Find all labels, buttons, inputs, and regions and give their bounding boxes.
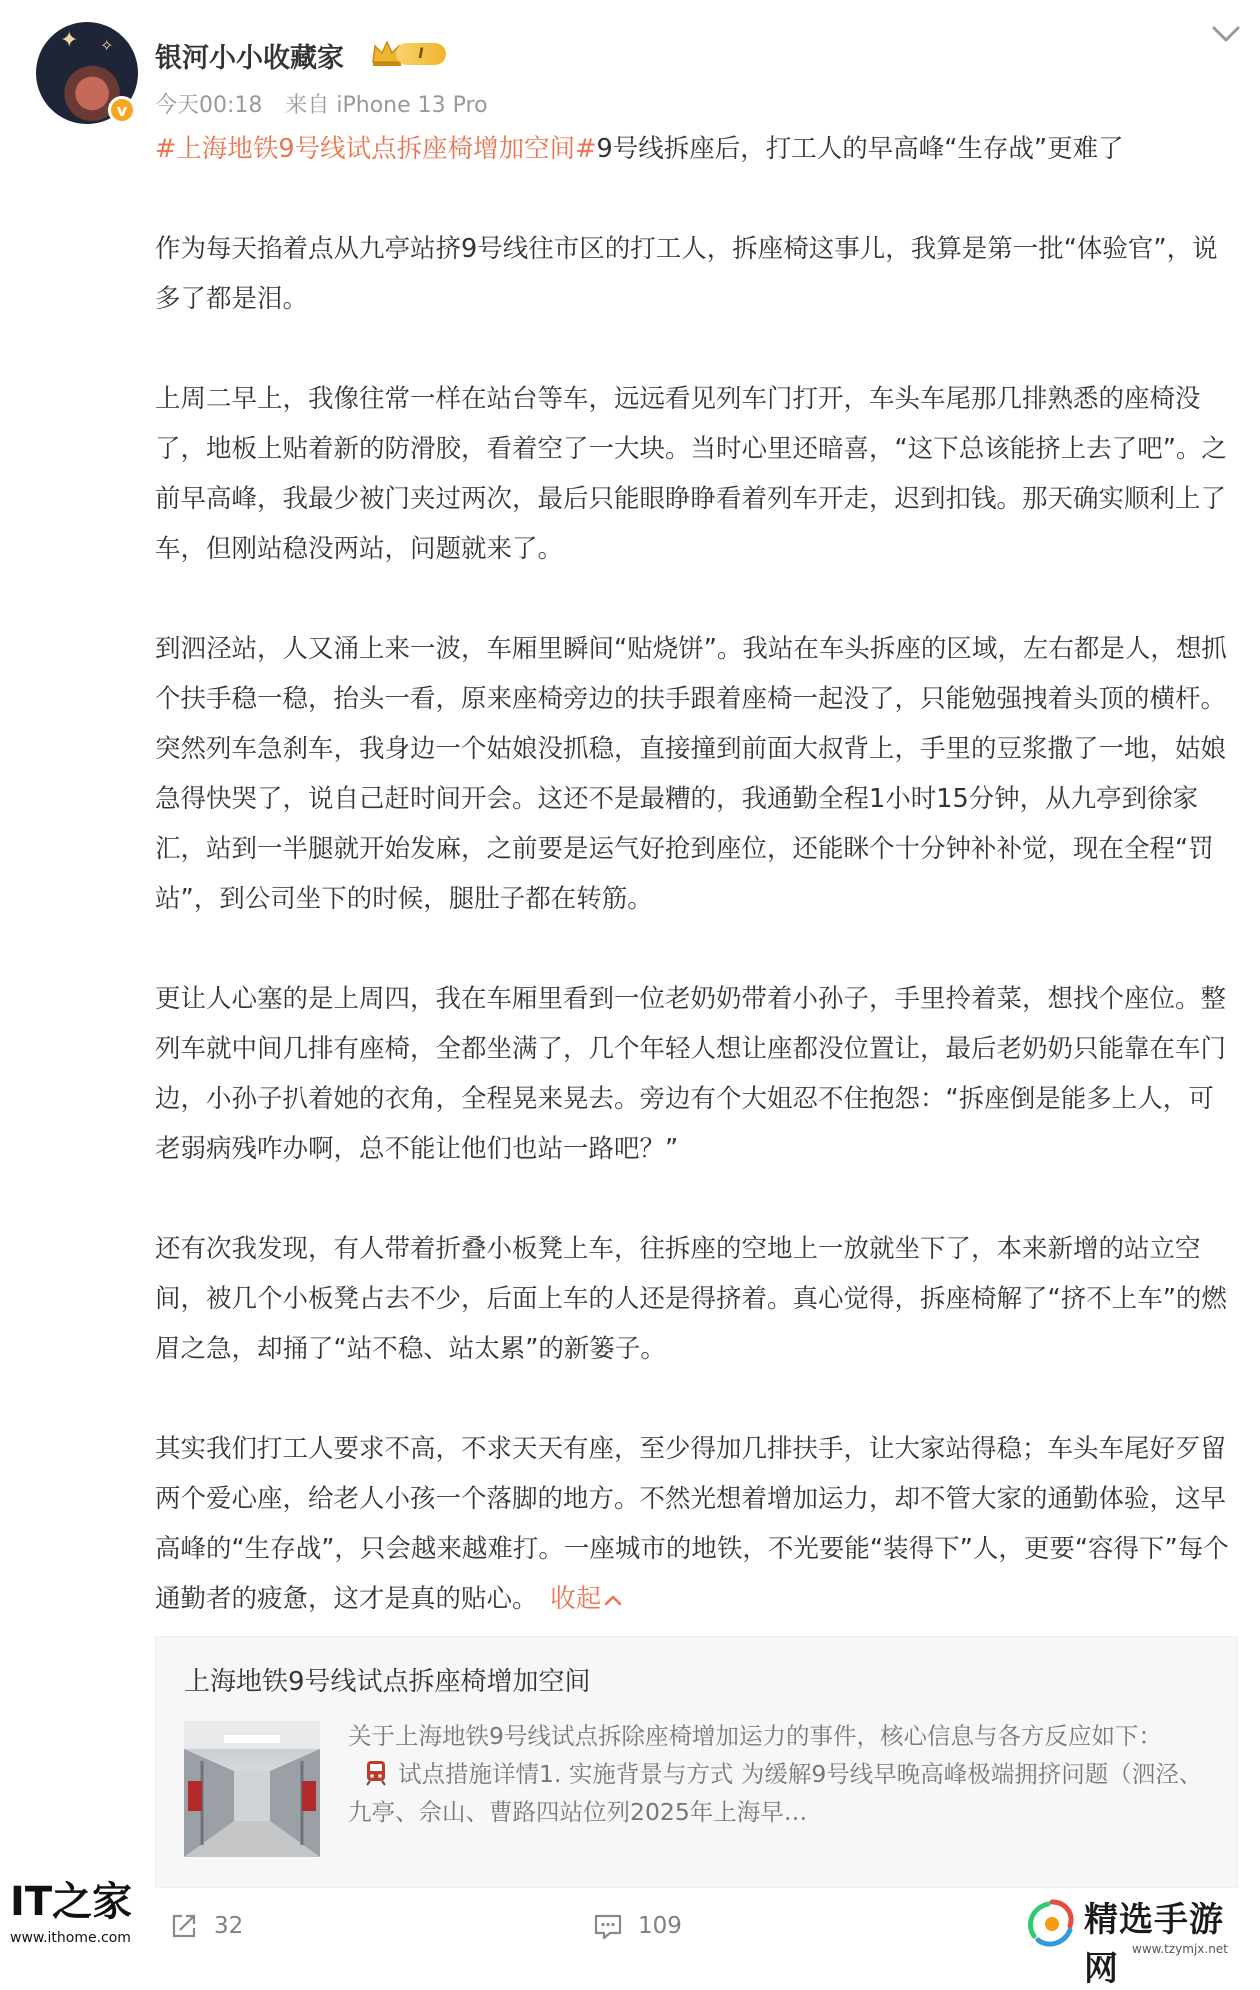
topic-card[interactable]	[155, 1636, 1238, 1888]
post-content	[155, 124, 1230, 1624]
last-paragraph	[155, 1424, 1230, 1624]
post-time: 今天00:18	[155, 93, 263, 118]
site-url: www.tzymjx.net	[1132, 1942, 1228, 1956]
paragraph-text: 其实我们打工人要求不高，不求天天有座，至少得加几排扶手，让大家站得稳；车头车尾好歹留两个爱心座，给老人小孩一个落脚的地方。不然光想着增加运力，却不管大家的通勤体验，这早高峰的“生存战”，只会越来越难打。一座城市的地铁，不光要能“装得下”人，更要“容得下”每个通勤者的疲惫，这才是真的贴心。	[155, 1434, 1229, 1614]
card-desc-text: 试点措施详情1. 实施背景与方式 为缓解9号线早晚高峰极端拥挤问题（泗泾、九亭、佘山、曹路四站位列2025年上海早…	[348, 1760, 1203, 1826]
paragraph: 还有次我发现，有人带着折叠小板凳上车，往拆座的空地上一放就坐下了，本来新增的站立空间，被几个小板凳占去不少，后面上车的人还是得挤着。真心觉得，拆座椅解了“挤不上车”的燃眉之急，却捅了“站不稳、站太累”的新篓子。	[155, 1234, 1227, 1364]
card-title: 上海地铁9号线试点拆座椅增加空间	[184, 1667, 591, 1697]
card-description	[348, 1717, 1208, 1831]
post-meta	[155, 88, 488, 119]
username[interactable]: 银河小小收藏家	[155, 43, 344, 74]
headline-text: 9号线拆座后，打工人的早高峰“生存战”更难了	[596, 134, 1124, 164]
paragraph: 更让人心塞的是上周四，我在车厢里看到一位老奶奶带着小孙子，手里拎着菜，想找个座位。整列车就中间几排有座椅，全都坐满了，几个年轻人想让座都没位置让，最后老奶奶只能靠在车门边，小孙子扒着她的衣角，全程晃来晃去。旁边有个大姐忍不住抱怨：“拆座倒是能多上人，可老弱病残咋办啊，总不能让他们也站一路吧？”	[155, 984, 1227, 1164]
comment-button[interactable]	[592, 1910, 682, 1942]
share-icon	[168, 1910, 200, 1942]
sparkle-decoration: ✦	[60, 28, 79, 53]
post-headline	[155, 124, 1230, 174]
post-source[interactable]: 来自 iPhone 13 Pro	[285, 93, 488, 118]
chevron-up-icon	[603, 1593, 623, 1607]
card-thumbnail	[184, 1721, 320, 1857]
comment-icon	[592, 1910, 624, 1942]
collapse-label: 收起	[550, 1584, 602, 1614]
paragraph: 上周二早上，我像往常一样在站台等车，远远看见列车门打开，车头车尾那几排熟悉的座椅没了，地板上贴着新的防滑胶，看着空了一大块。当时心里还暗喜，“这下总该能挤上去了吧”。之前早高峰，我最少被门夹过两次，最后只能眼睁睁看着列车开走，迟到扣钱。那天确实顺利上了车，但刚站稳没两站，问题就来了。	[155, 384, 1227, 564]
ithome-watermark	[10, 1876, 145, 1960]
metro-icon	[362, 1759, 390, 1787]
swirl-logo-icon	[1022, 1894, 1082, 1954]
repost-button[interactable]	[168, 1910, 243, 1942]
paragraph: 作为每天掐着点从九亭站挤9号线往市区的打工人，拆座椅这事儿，我算是第一批“体验官”，说多了都是泪。	[155, 234, 1218, 314]
level-number: I	[396, 43, 446, 65]
paragraph: 到泗泾站，人又涌上来一波，车厢里瞬间“贴烧饼”。我站在车头拆座的区域，左右都是人，想抓个扶手稳一稳，抬头一看，原来座椅旁边的扶手跟着座椅一起没了，只能勉强拽着头顶的横杆。突然列车急刹车，我身边一个姑娘没抓稳，直接撞到前面大叔背上，手里的豆浆撒了一地，姑娘急得快哭了，说自己赶时间开会。这还不是最糟的，我通勤全程1小时15分钟，从九亭到徐家汇，站到一半腿就开始发麻，之前要是运气好抢到座位，还能眯个十分钟补补觉，现在全程“罚站”，到公司坐下的时候，腿肚子都在转筋。	[155, 634, 1227, 914]
comment-count: 109	[638, 1913, 682, 1939]
level-badge[interactable]	[370, 38, 450, 68]
ithome-logo: IT之家	[10, 1879, 133, 1925]
collapse-link[interactable]	[525, 1584, 624, 1614]
subway-car-illustration	[184, 1721, 320, 1857]
repost-count: 32	[214, 1913, 244, 1939]
site-watermark	[1022, 1890, 1252, 1989]
ithome-url: www.ithome.com	[10, 1930, 131, 1946]
hashtag-link[interactable]: #上海地铁9号线试点拆座椅增加空间#	[155, 134, 597, 164]
verified-badge-icon: v	[108, 96, 136, 124]
site-name: 精选手游网	[1084, 1900, 1224, 1989]
card-desc-text: 关于上海地铁9号线试点拆除座椅增加运力的事件，核心信息与各方反应如下：	[348, 1722, 1162, 1750]
sparkle-decoration: ✧	[100, 36, 114, 55]
chevron-down-icon[interactable]	[1208, 16, 1244, 52]
